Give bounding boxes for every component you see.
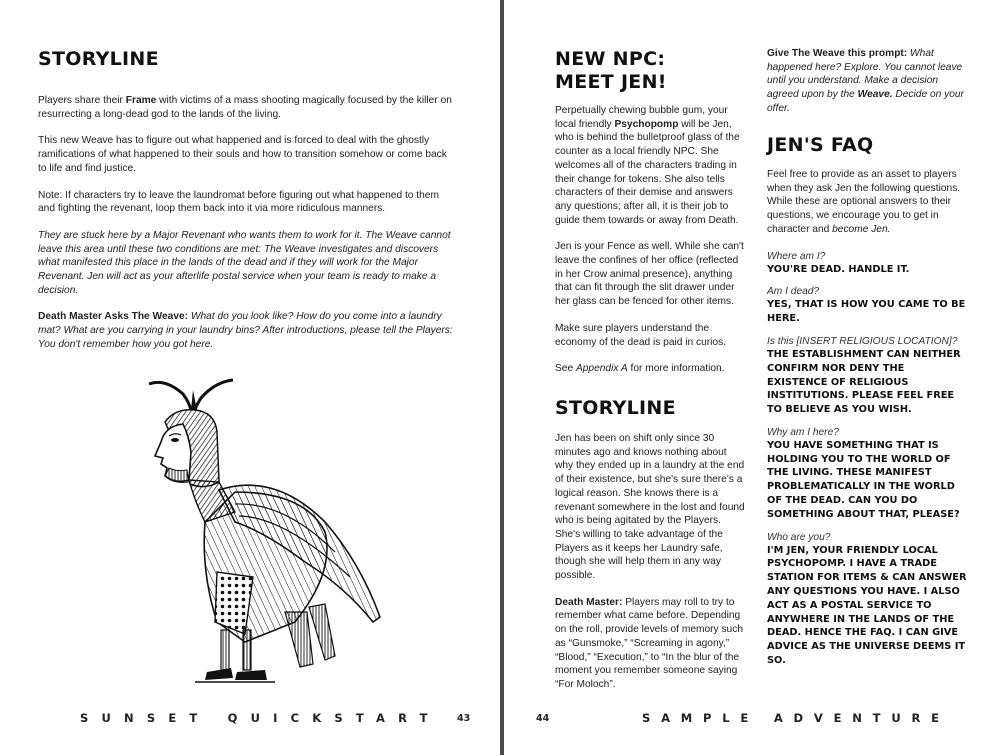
faq-answer: I'M JEN, YOUR FRIENDLY LOCAL PSYCHOPOMP. I HAVE A TRADE STATION FOR ITEMS & CAN ANSWER ANY QUESTIONS YOU HAVE. I ALSO ACT AS A POSTAL SERVICE TO ANYWHERE IN THE LANDS OF THE DEAD. HENCE THE FAQ. I CAN GIVE ADVICE AS THE UNIVERSE DEEMS IT SO.	[767, 544, 967, 667]
page-number: 44	[536, 713, 550, 724]
weave-prompt	[767, 47, 967, 129]
faq-question: Is this [INSERT RELIGIOUS LOCATION]?	[767, 335, 958, 347]
page-number: 43	[457, 713, 471, 724]
text: for more information.	[627, 363, 725, 375]
faq-item	[767, 335, 967, 417]
npc-paragraph: Jen is your Fence as well. While she can't leave the confines of her office (reflected in her Crow animal presence), anything that can fit through the slit drawer under her glass can be fenced for other items.	[555, 241, 744, 308]
storyline-paragraph	[38, 94, 458, 121]
faq-question: Am I dead?	[767, 286, 820, 298]
left-page	[0, 0, 500, 755]
death-master-label: Death Master:	[555, 596, 623, 608]
faq-item	[767, 531, 967, 668]
footer-section-title: SAMPLE ADVENTURE	[642, 711, 950, 725]
storyline-heading: STORYLINE	[555, 397, 676, 419]
prompt-label: Give The Weave this prompt:	[767, 48, 908, 59]
text: Feel free to provide as an asset to players when they ask Jen the following questions. While these are optional answers to their questions, we encourage you to get in character and	[767, 169, 961, 235]
jen-storyline-body	[555, 432, 745, 705]
npc-paragraph	[555, 104, 745, 227]
text: See	[555, 363, 576, 375]
faq-item	[767, 285, 967, 326]
revenant-paragraph: They are stuck here by a Major Revenant who wants them to work for it. The Weave cannot leave this area until these two conditions are met: The Weave investigates and discovers what manifested this place in the lands of the dead and if they will work for the Major Revenant. Jen will act as your afterlife postal service when your team is ready to make a decision.	[38, 229, 451, 296]
text: Players may roll to try to remember what came before. Depending on the roll, provide levels of memory such as “Gunsmoke,” “Screaming in agony,” “Blood,” “Execution,” to “In the blur of the moment you remember someone saying “For Moloch”.	[555, 596, 743, 690]
psychopomp-term: Psychopomp	[614, 118, 679, 130]
text: become Jen.	[832, 223, 891, 235]
npc-heading-line: NEW NPC:	[555, 48, 666, 70]
note-paragraph: Note: If characters try to leave the laundromat before figuring out what happened to them and fighting the revenant, loop them back into it via more ridiculous manners.	[38, 189, 439, 215]
prompt-text: What do you look like? How do you come into a laundry mat? What are you carrying in your laundry bins? After introductions, please tell the Players: You don't remember how you got here.	[38, 311, 453, 350]
footer-book-title: SUNSET QUICKSTART	[80, 711, 441, 725]
storyline-paragraph: Jen has been on shift only since 30 minutes ago and knows nothing about why they ended up in a laundry at the end of their existence, but she's sure there's a logical reason. She knows there is a revenant somewhere in the lost and found who is being agitated by the Players. She's willing to take advantage of the Players as it keeps her Laundry safe, though she will help them in any way possible.	[555, 433, 745, 582]
faq-answer: YES, THAT IS HOW YOU CAME TO BE HERE.	[767, 299, 966, 325]
prompt-paragraph	[767, 47, 967, 116]
faq-question: Who are you?	[767, 531, 831, 543]
page-title: STORYLINE	[38, 48, 159, 70]
frame-term: Frame	[125, 95, 157, 106]
faq-answer: YOU'RE DEAD. HANDLE IT.	[767, 263, 910, 275]
death-master-paragraph	[555, 596, 745, 692]
faq-question: Where am I?	[767, 250, 826, 262]
npc-paragraph: Make sure players understand the economy of the dead is paid in curios.	[555, 322, 727, 348]
death-master-prompt	[38, 310, 458, 351]
faq-intro	[767, 168, 967, 237]
prompt-text: What happened here? Explore. You cannot leave until you understand. Make a decision agreed upon by the	[767, 48, 963, 101]
weave-term: Weave.	[857, 89, 893, 101]
npc-body	[555, 104, 745, 389]
text: with victims of a mass shooting magically focused by the killer on resurrecting a long-dead god to the lands of the living.	[38, 95, 452, 120]
npc-heading-line: MEET JEN!	[555, 71, 667, 93]
faq-heading: JEN'S FAQ	[767, 134, 874, 156]
ba-bird-illustration	[135, 372, 385, 694]
storyline-body	[38, 94, 458, 365]
appendix-reference	[555, 362, 745, 376]
prompt-label: Death Master Asks The Weave:	[38, 311, 189, 323]
faq-item	[767, 250, 967, 277]
appendix-link: Appendix A	[575, 363, 628, 375]
text: Players share their	[38, 95, 126, 106]
storyline-paragraph: This new Weave has to figure out what happened and is forced to deal with the ghostly ramifications of what happened to their souls and how to transition somehow or come back to life and find justice.	[38, 135, 447, 174]
text: Perpetually chewing bubble gum, your local friendly	[555, 105, 728, 130]
faq-body	[767, 168, 967, 677]
faq-question: Why am I here?	[767, 426, 839, 438]
npc-heading	[555, 48, 735, 94]
right-page	[504, 0, 1003, 755]
faq-item	[767, 426, 967, 522]
text: will be Jen, who is behind the bulletproof glass of the counter as a local friendly NPC. She welcomes all of the characters trading in their change for tokens. She also tells characters of their demise and answers any questions; after all, it is their job to guide them towards or away from Death.	[555, 118, 740, 226]
prompt-text: Decide on your offer.	[767, 89, 964, 114]
faq-answer: YOU HAVE SOMETHING THAT IS HOLDING YOU TO THE WORLD OF THE LIVING. THESE MANIFEST PROBLEMATICALLY IN THE WORLD OF THE DEAD. CAN YOU DO SOMETHING ABOUT THAT, PLEASE?	[767, 439, 960, 520]
faq-answer: THE ESTABLISHMENT CAN NEITHER CONFIRM NOR DENY THE EXISTENCE OF RELIGIOUS INSTITUTIONS. PLEASE FEEL FREE TO BELIEVE AS YOU WISH.	[767, 348, 961, 416]
